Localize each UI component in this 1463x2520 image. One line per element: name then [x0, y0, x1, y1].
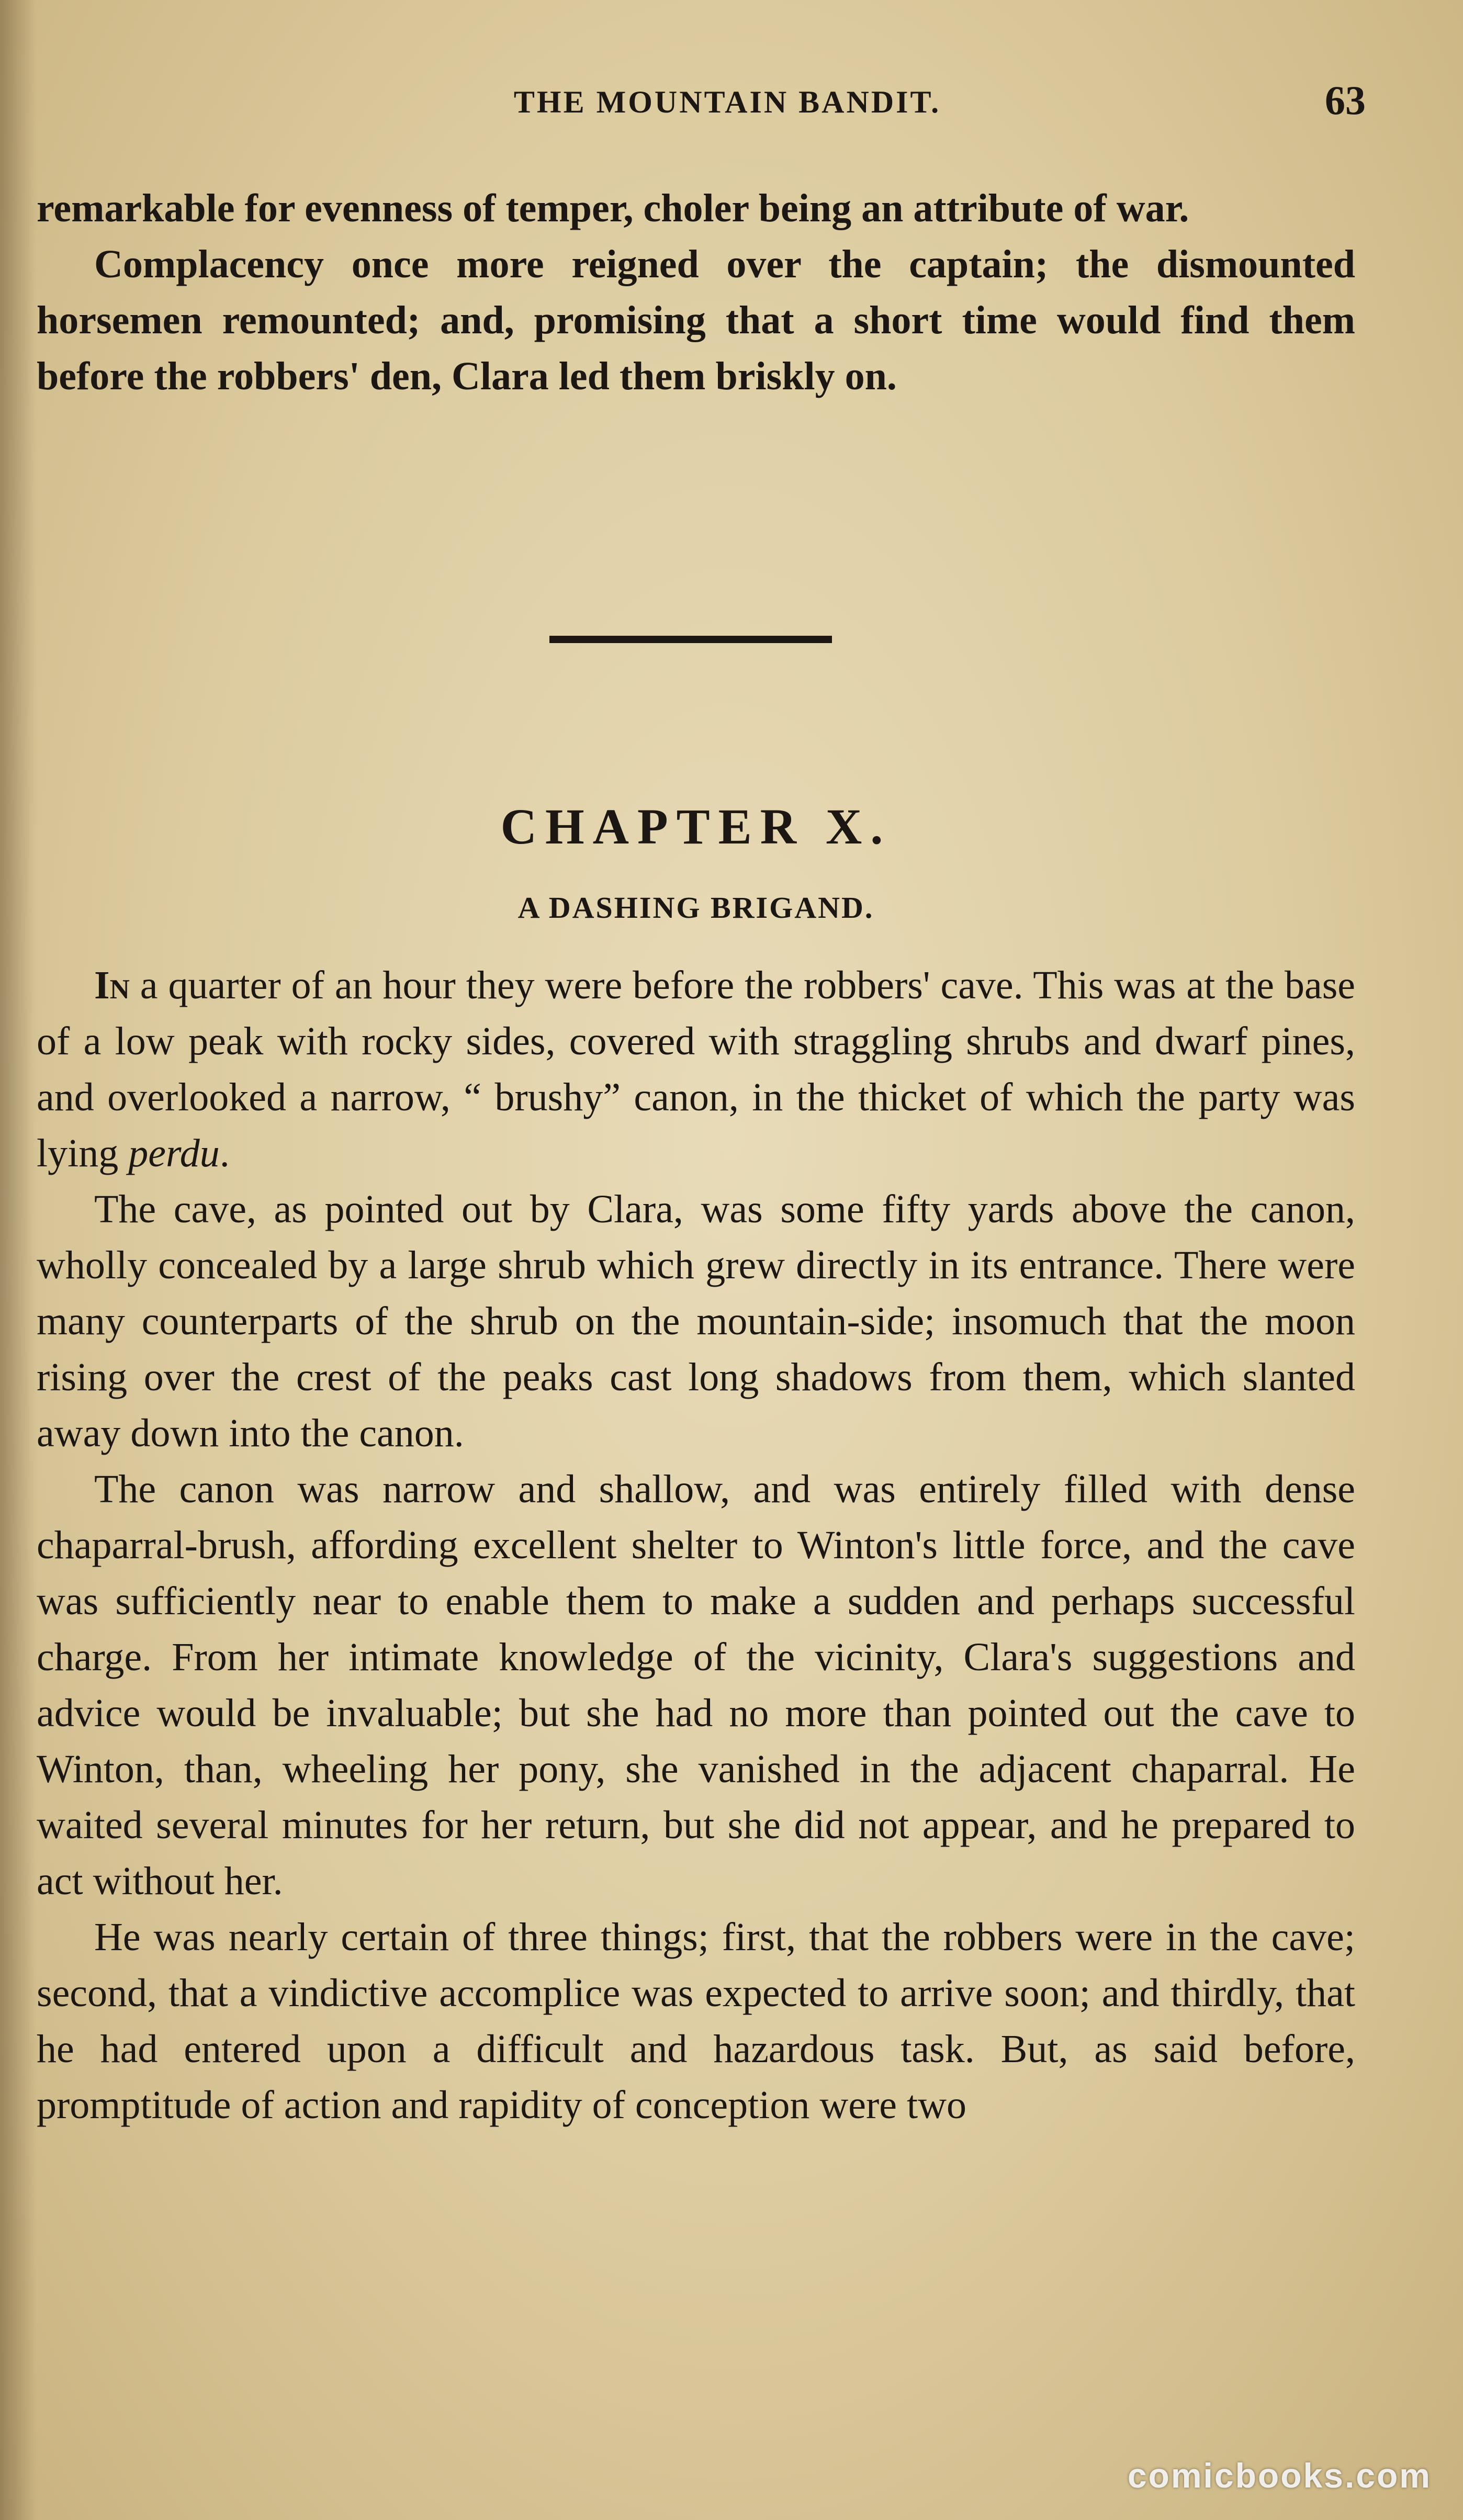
body-paragraph-1	[37, 958, 1355, 1182]
running-title: THE MOUNTAIN BANDIT.	[513, 85, 941, 119]
page-edge-shadow	[0, 0, 37, 2520]
page-number: 63	[1325, 77, 1366, 123]
chapter-body	[37, 958, 1355, 2133]
body-paragraph-1-part-a: a quarter of an hour they were before the robbers' cave. This was at the base of a low peak with rocky sides, covered with straggling shrubs and dwarf pines, and overlooked a narrow, “ brushy” canon, in the thicket of which the party was lying	[37, 963, 1355, 1175]
opening-paragraph-1: remarkable for evenness of temper, choler being an attribute of war.	[37, 186, 1189, 230]
chapter-subtitle: A DASHING BRIGAND.	[517, 891, 874, 925]
chapter-title: CHAPTER X.	[500, 798, 892, 854]
lead-word: In	[94, 963, 130, 1007]
body-paragraph-1-part-b: .	[219, 1131, 230, 1175]
running-head	[37, 78, 1366, 126]
body-paragraph-2: The cave, as pointed out by Clara, was some fifty yards above the canon, wholly concealed by a large shrub which grew directly in its entrance. There were many counterparts of the shrub on the mountain-side; insomuch that the moon rising over the crest of the peaks cast long shadows from them, which slanted away down into the canon.	[37, 1187, 1355, 1455]
body-paragraph-4: He was nearly certain of three things; first, that the robbers were in the cave; second, that a vindictive accomplice was expected to arrive soon; and thirdly, that he had entered upon a difficult and hazardous task. But, as said before, promptitude of action and rapidity of conception were two	[37, 1915, 1355, 2127]
body-paragraph-3: The canon was narrow and shallow, and was entirely filled with dense chaparral-brush, affording excellent shelter to Winton's little force, and the cave was sufficiently near to enable them to make a sudden and perhaps successful charge. From her intimate knowledge of the vicinity, Clara's suggestions and advice would be invaluable; but she had no more than pointed out the cave to Winton, than, wheeling her pony, she vanished in the adjacent chaparral. He waited several minutes for her return, but she did not appear, and he prepared to act without her.	[37, 1467, 1355, 1903]
section-rule	[549, 636, 832, 643]
italic-word: perdu	[128, 1131, 220, 1175]
site-watermark: comicbooks.com	[1127, 2456, 1432, 2495]
opening-paragraph-2: Complacency once more reigned over the captain; the dismounted horsemen remounted; and, promising that a short time would find them before the robbers' den, Clara led them briskly on.	[37, 242, 1355, 398]
opening-text	[37, 181, 1355, 404]
